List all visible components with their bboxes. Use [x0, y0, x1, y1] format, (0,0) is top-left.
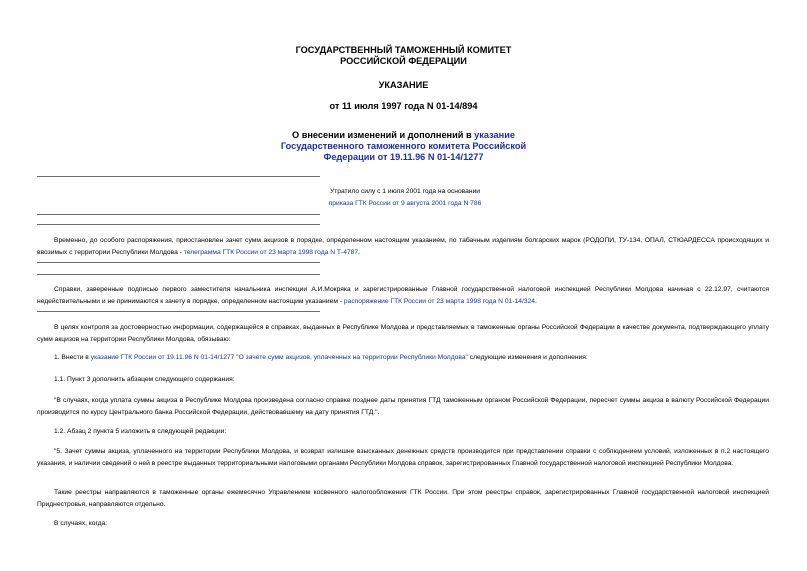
paragraph-text: Временно, до особого распоряжения, приостановлен зачет сумм акцизов в порядке, определенном настоящим указанием, по табачным изделиям болгарских марок (РОДОПИ, ТУ-134, ОПАЛ, СТЮАРДЕССА происходящих и ввозимых с территории Республики Молдова - [37, 237, 769, 256]
issuer-line-2: РОССИЙСКОЙ ФЕДЕРАЦИИ [340, 56, 467, 66]
order-link[interactable]: распоряжение ГТК России от 23 марта 1998 года N 01-14/324 [343, 297, 535, 305]
expiration-link[interactable]: приказа ГТК России от 9 августа 2001 года N 786 [328, 200, 482, 207]
title-link-part-3[interactable]: Федерации от 19.11.96 N 01-14/1277 [323, 152, 484, 162]
paragraph-preamble: В целях контроля за достоверностью информации, содержащейся в справках, выданных в Республике Молдова и представляемых в таможенные органы Российской Федерации в качестве документа, подтверждающего уплату сумм акцизов на территории Республики Молдова, обязываю: [37, 324, 769, 343]
document-type: УКАЗАНИЕ [378, 80, 429, 90]
paragraph-item-1-2: 1.2. Абзац 2 пункта 5 изложить в следующей редакции: [54, 428, 227, 435]
divider [37, 311, 320, 312]
paragraph-text: Справки, заверенные подписью первого заместителя начальника инспекции А.И.Мокряка и зарегистрированные Главной государственной налоговой инспекцией Республики Молдова начиная с 22.12.97, считаются недействительными и не принимаются к зачету в порядке, определенном настоящим указанием - [37, 286, 769, 305]
title-link-part-2[interactable]: Государственного таможенного комитета Российской [280, 141, 527, 151]
telegram-link[interactable]: телеграмма ГТК России от 23 марта 1998 года N Т-4787 [183, 248, 359, 256]
paragraph-item-1-1: 1.1. Пункт 3 дополнить абзацем следующего содержания: [54, 376, 235, 383]
paragraph-end: следующие изменения и дополнения: [467, 354, 588, 361]
issuer-heading [0, 45, 807, 67]
title-prefix: О внесении изменений и дополнений в [292, 130, 475, 140]
paragraph-quote-2: "5. Зачет суммы акциза, уплаченного на территории Республики Молдова, и возврат излишне взысканных денежных средств производится при представлении справки с соблюдением условий, изложенных в п.2 настоящего указания, и наличии сведений о ней в реестре выданных территориальными налоговыми органами Республики Молдова справок, зарегистрированных Главной государственной налоговой инспекцией Республики Молдова. [37, 448, 769, 467]
expiration-text: Утратило силу с 1 июля 2001 года на основании [329, 188, 481, 195]
paragraph-registries: Такие реестры направляются в таможенные органы ежемесячно Управлением косвенного налогообложения ГТК России. При этом реестры справок, зарегистрированных Главной государственной налоговой инспекцией Приднестровья, направляются отдельно. [37, 489, 769, 508]
paragraph-end: . [358, 248, 360, 256]
title-line-1 [0, 130, 807, 141]
paragraph-end: . [534, 297, 537, 305]
divider [37, 214, 320, 215]
divider [37, 224, 320, 225]
divider [37, 176, 320, 177]
paragraph-cases: В случаях, когда: [54, 520, 108, 527]
title-link-part-1[interactable]: указание [474, 130, 515, 140]
document-date: от 11 июля 1997 года N 01-14/894 [329, 101, 478, 111]
divider [37, 274, 320, 275]
document-title [0, 130, 807, 163]
expiration-note [230, 186, 580, 210]
paragraph-quote-1: "В случаях, когда уплата суммы акциза в Республике Молдова произведена согласно справке позднее даты принятия ГТД таможенным органом Российской Федерации, пересчет суммы акциза в валюту Российской Федерации производится по курсу Центрального банка Российской Федерации, действовавшему на дату принятия ГТД.". [37, 397, 769, 416]
paragraph-item-1 [37, 352, 769, 364]
issuer-line-1: ГОСУДАРСТВЕННЫЙ ТАМОЖЕННЫЙ КОМИТЕТ [295, 45, 512, 55]
paragraph-suspension [37, 235, 769, 258]
amended-act-link[interactable]: указание ГТК России от 19.11.96 N 01-14/1277 "О зачете сумм акцизов, уплаченных на территории Республики Молдова" [90, 354, 468, 361]
paragraph-certificates [37, 284, 769, 307]
divider [37, 262, 320, 263]
paragraph-text: 1. Внести в [54, 354, 91, 361]
